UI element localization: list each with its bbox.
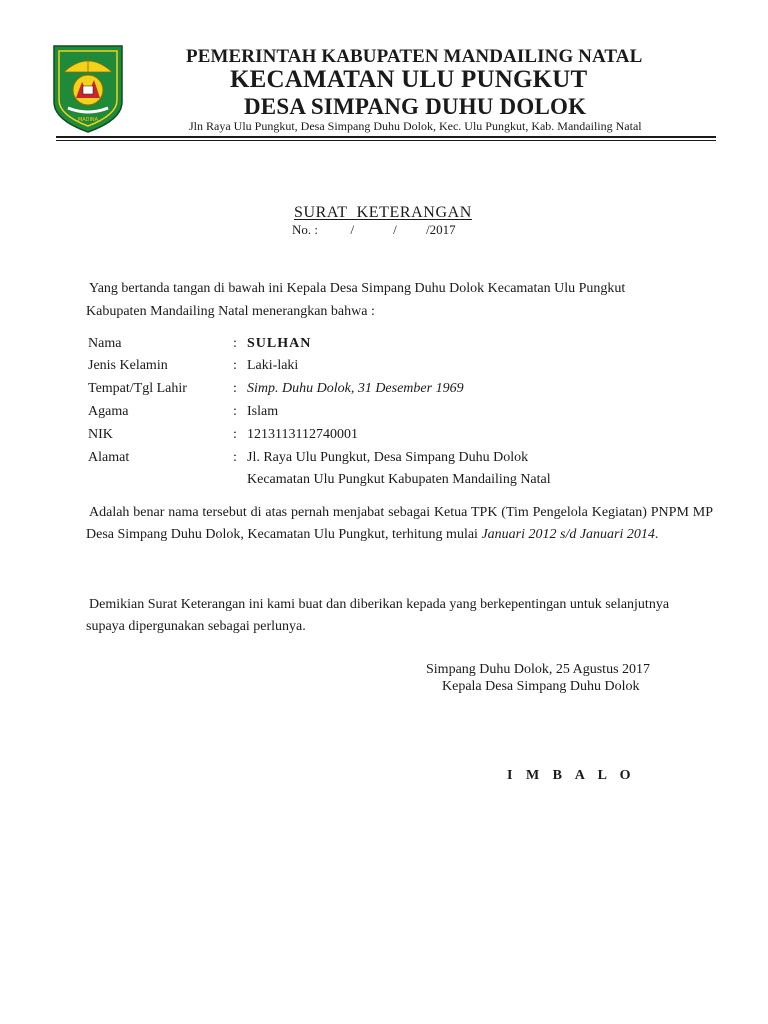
statement-period: Januari 2012 s/d Januari 2014 <box>481 527 655 542</box>
value-address-line-1: Jl. Raya Ulu Pungkut, Desa Simpang Duhu Dolok <box>247 450 529 465</box>
value-nik: 1213113112740001 <box>247 427 358 442</box>
letterhead-divider-thin <box>56 140 716 141</box>
colon: : <box>233 427 237 442</box>
colon: : <box>233 336 237 351</box>
letterhead-divider-thick <box>56 136 716 138</box>
label-religion: Agama <box>88 404 129 419</box>
regency-emblem-icon <box>50 42 126 134</box>
signatory-name: I M B A L O <box>507 768 636 783</box>
statement-text: Adalah benar nama tersebut di atas pernah menjabat sebagai Ketua TPK (Tim Pengelola Kegiatan) PNPM MP Desa Simpang Duhu Dolok, Kecamatan Ulu Pungkut, terhitung mulai <box>86 505 713 542</box>
opening-line-2: Kabupaten Mandailing Natal menerangkan bahwa : <box>86 304 375 319</box>
closing-line-2: supaya dipergunakan sebagai perlunya. <box>86 619 306 634</box>
value-address-line-2: Kecamatan Ulu Pungkut Kabupaten Mandailing Natal <box>247 472 551 487</box>
letterhead-address: Jln Raya Ulu Pungkut, Desa Simpang Duhu Dolok, Kec. Ulu Pungkut, Kab. Mandailing Natal <box>189 119 642 133</box>
colon: : <box>233 450 237 465</box>
document-title: SURAT KETERANGAN <box>294 204 472 221</box>
closing-line-1: Demikian Surat Keterangan ini kami buat dan diberikan kepada yang berkepentingan untuk selanjutnya <box>89 597 670 612</box>
letterhead-village: DESA SIMPANG DUHU DOLOK <box>244 94 587 119</box>
value-birth: Simp. Duhu Dolok, 31 Desember 1969 <box>247 381 464 396</box>
label-birth: Tempat/Tgl Lahir <box>88 381 187 396</box>
label-nik: NIK <box>88 427 113 442</box>
letterhead-district: KECAMATAN ULU PUNGKUT <box>230 66 588 93</box>
value-gender: Laki-laki <box>247 358 299 373</box>
colon: : <box>233 381 237 396</box>
colon: : <box>233 358 237 373</box>
value-religion: Islam <box>247 404 279 419</box>
svg-text:MADINA: MADINA <box>77 117 99 123</box>
opening-line-1: Yang bertanda tangan di bawah ini Kepala Desa Simpang Duhu Dolok Kecamatan Ulu Pungkut <box>89 281 626 296</box>
signature-position: Kepala Desa Simpang Duhu Dolok <box>442 679 640 694</box>
colon: : <box>233 404 237 419</box>
label-name: Nama <box>88 336 122 351</box>
label-address: Alamat <box>88 450 130 465</box>
statement-end: . <box>654 527 659 542</box>
document-number: No. : / / /2017 <box>292 222 456 237</box>
signature-place-date: Simpang Duhu Dolok, 25 Agustus 2017 <box>426 662 651 677</box>
statement-paragraph <box>86 502 713 546</box>
letterhead-government: PEMERINTAH KABUPATEN MANDAILING NATAL <box>186 46 643 67</box>
label-gender: Jenis Kelamin <box>88 358 168 373</box>
value-name: SULHAN <box>247 336 312 351</box>
